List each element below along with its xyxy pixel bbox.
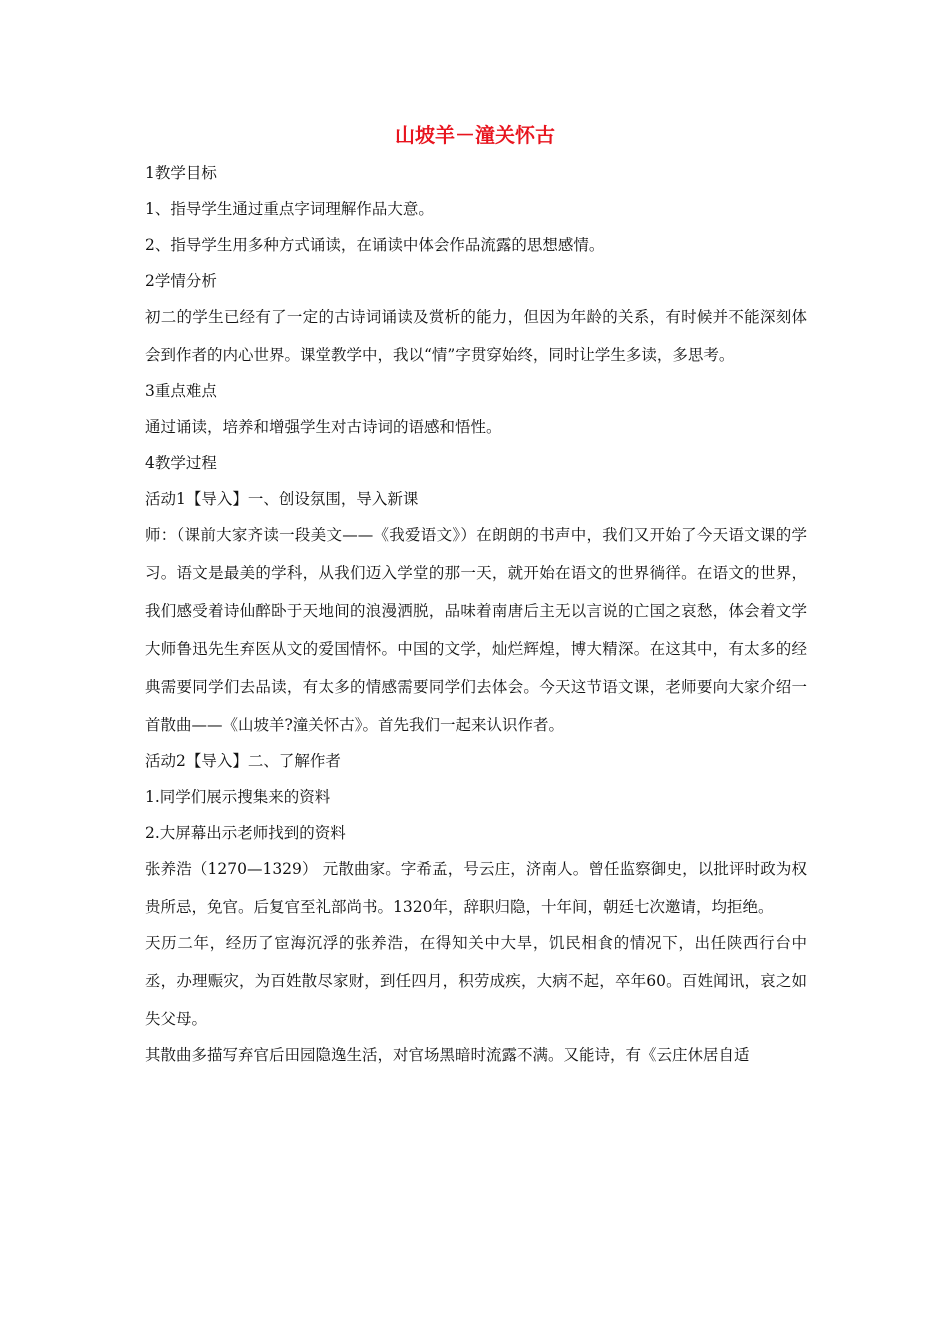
objective-item-1: 1、指导学生通过重点字词理解作品大意。 xyxy=(145,200,434,218)
key-points-paragraph: 通过诵读，培养和增强学生对古诗词的语感和悟性。 xyxy=(145,418,502,436)
activity-1-paragraph: 师：（课前大家齐读一段美文——《我爱语文》）在朗朗的书声中，我们又开始了今天语文课的学习。语文是最美的学科，从我们迈入学堂的那一天，就开始在语文的世界徜徉。在语文的世界，我们感受着诗仙醉卧于天地间的浪漫洒脱，品味着南唐后主无以言说的亡国之哀愁，体会着文学大师鲁迅先生弃医从文的爱国情怀。中国的文学，灿烂辉煌，博大精深。在这其中，有太多的经典需要同学们去品读，有太多的情感需要同学们去体会。今天这节语文课，老师要向大家介绍一首散曲——《山坡羊?潼关怀古》。首先我们一起来认识作者。 xyxy=(145,526,807,734)
objective-item-2: 2、指导学生用多种方式诵读，在诵读中体会作品流露的思想感情。 xyxy=(145,236,605,254)
author-story-paragraph: 天历二年，经历了宦海沉浮的张养浩，在得知关中大旱，饥民相食的情况下，出任陕西行台中丞，办理赈灾，为百姓散尽家财，到任四月，积劳成疾，大病不起，卒年60。百姓闻讯，哀之如失父母。 xyxy=(145,934,807,1028)
section-heading-analysis: 2学情分析 xyxy=(145,272,217,290)
section-heading-process: 4教学过程 xyxy=(145,454,217,472)
author-works-paragraph: 其散曲多描写弃官后田园隐逸生活，对官场黑暗时流露不满。又能诗，有《云庄休居自适 xyxy=(145,1046,750,1064)
section-heading-objectives: 1教学目标 xyxy=(145,164,217,182)
analysis-paragraph: 初二的学生已经有了一定的古诗词诵读及赏析的能力，但因为年龄的关系，有时候并不能深刻体会到作者的内心世界。课堂教学中，我以“情”字贯穿始终，同时让学生多读，多思考。 xyxy=(145,308,807,364)
activity-2-step-1: 1.同学们展示搜集来的资料 xyxy=(145,788,331,806)
section-heading-key-points: 3重点难点 xyxy=(145,382,217,400)
document-title: 山坡羊－潼关怀古 xyxy=(395,123,555,147)
activity-2-heading: 活动2【导入】二、了解作者 xyxy=(145,752,341,770)
activity-1-heading: 活动1【导入】一、创设氛围，导入新课 xyxy=(145,490,419,508)
document-body xyxy=(145,160,807,1078)
author-bio-paragraph: 张养浩（1270—1329） 元散曲家。字希孟，号云庄，济南人。曾任监察御史，以批评时政为权贵所忌，免官。后复官至礼部尚书。1320年，辞职归隐，十年间，朝廷七次邀请，均拒绝。 xyxy=(145,860,807,916)
activity-2-step-2: 2.大屏幕出示老师找到的资料 xyxy=(145,824,346,842)
